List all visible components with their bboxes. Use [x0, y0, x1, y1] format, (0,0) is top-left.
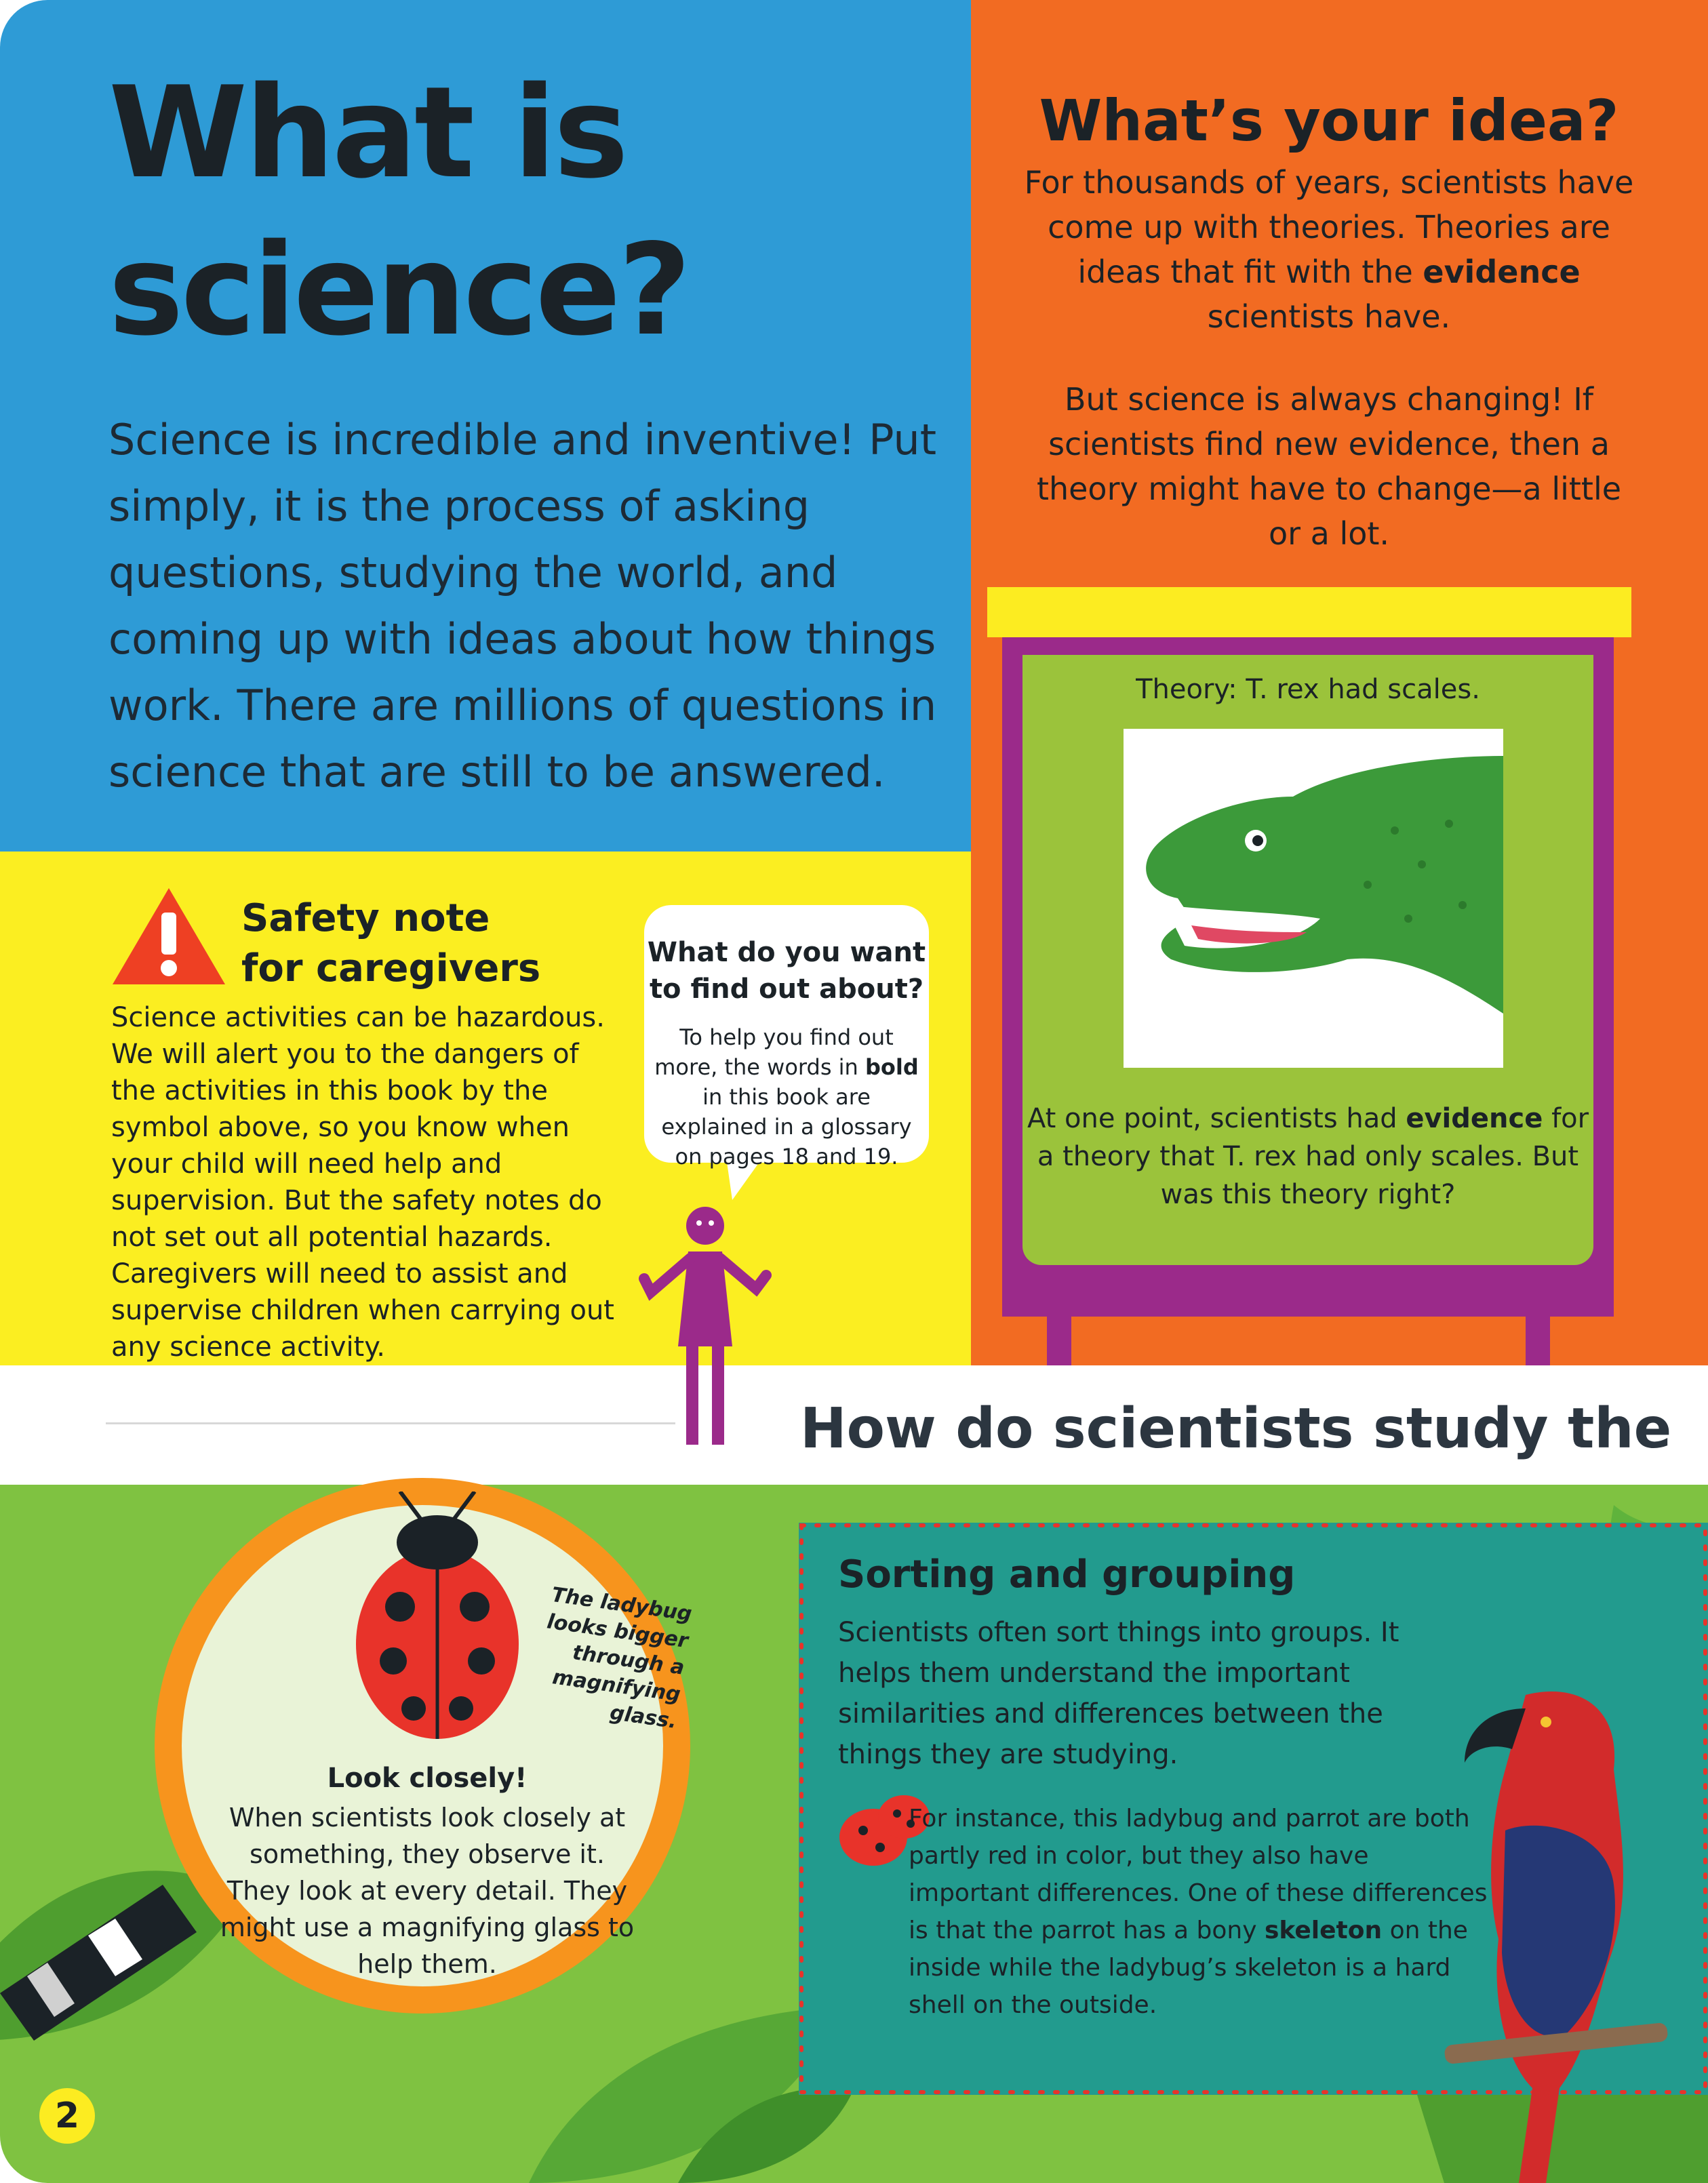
board-leg	[1526, 1308, 1550, 1365]
sorting-example: For instance, this ladybug and parrot are both partly red in color, but they also have important differences. One of these differences is that the parrot has a bony skeleton on the inside while the ladybug’s skeleton is a hard shell on the outside.	[909, 1805, 1488, 2019]
safety-body: Science activities can be hazardous. We will alert you to the dangers of the activities in this book by the symbol above, so you know when your child will need help and supervision. But the safety notes do not set out all potential hazards. Caregivers will need to assist and supervise children when carrying out any science activity.	[111, 1002, 614, 1363]
parrot-icon	[1444, 1681, 1668, 2183]
look-heading: Look closely!	[327, 1763, 528, 1794]
t-rex-picture	[1124, 729, 1503, 1068]
safety-heading: Safety note for caregivers	[241, 896, 541, 990]
idea-paragraph-2: But science is always changing! If scientists find new evidence, then a theory might have to change—a little or a lot.	[1036, 381, 1622, 552]
page-number: 2	[39, 2088, 95, 2144]
ladybug-icon	[325, 1491, 549, 1742]
page-title: What is science?	[108, 59, 689, 363]
divider-line	[106, 1422, 675, 1424]
magnifier-note: The ladybug looks bigger through a magnifying glass.	[545, 1582, 694, 1734]
look-body: When scientists look closely at something, they observe it. They look at every detail. They might use a magnifying glass to help them.	[220, 1803, 635, 1979]
board-header	[987, 587, 1631, 637]
idea-heading: What’s your idea?	[1039, 87, 1619, 154]
board-leg	[1047, 1308, 1071, 1365]
t-rex-icon	[1124, 729, 1503, 1068]
warning-icon	[111, 885, 226, 987]
sorting-heading: Sorting and grouping	[838, 1553, 1296, 1597]
study-heading: How do scientists study the	[800, 1397, 1672, 1461]
magnifying-glass-icon	[0, 1858, 210, 2061]
sorting-body: Scientists often sort things into groups. It helps them understand the important similarities and differences between the things they are studying.	[838, 1617, 1399, 1770]
theory-label: Theory: T. rex had scales.	[1136, 674, 1480, 705]
idea-paragraph-1: For thousands of years, scientists have come up with theories. Theories are ideas that fit with the evidence scientists have.	[1024, 164, 1634, 335]
intro-text: Science is incredible and inventive! Put simply, it is the process of asking questions, studying the world, and coming up with ideas about how things work. There are millions of questions in science that are still to be answered.	[108, 415, 937, 797]
bubble-heading: What do you want to find out about?	[647, 937, 926, 1005]
bubble-body: To help you find out more, the words in bold in this book are explained in a glossary on pages 18 and 19.	[654, 1024, 919, 1169]
board-caption: At one point, scientists had evidence for a theory that T. rex had only scales. But was this theory right?	[1027, 1103, 1589, 1210]
